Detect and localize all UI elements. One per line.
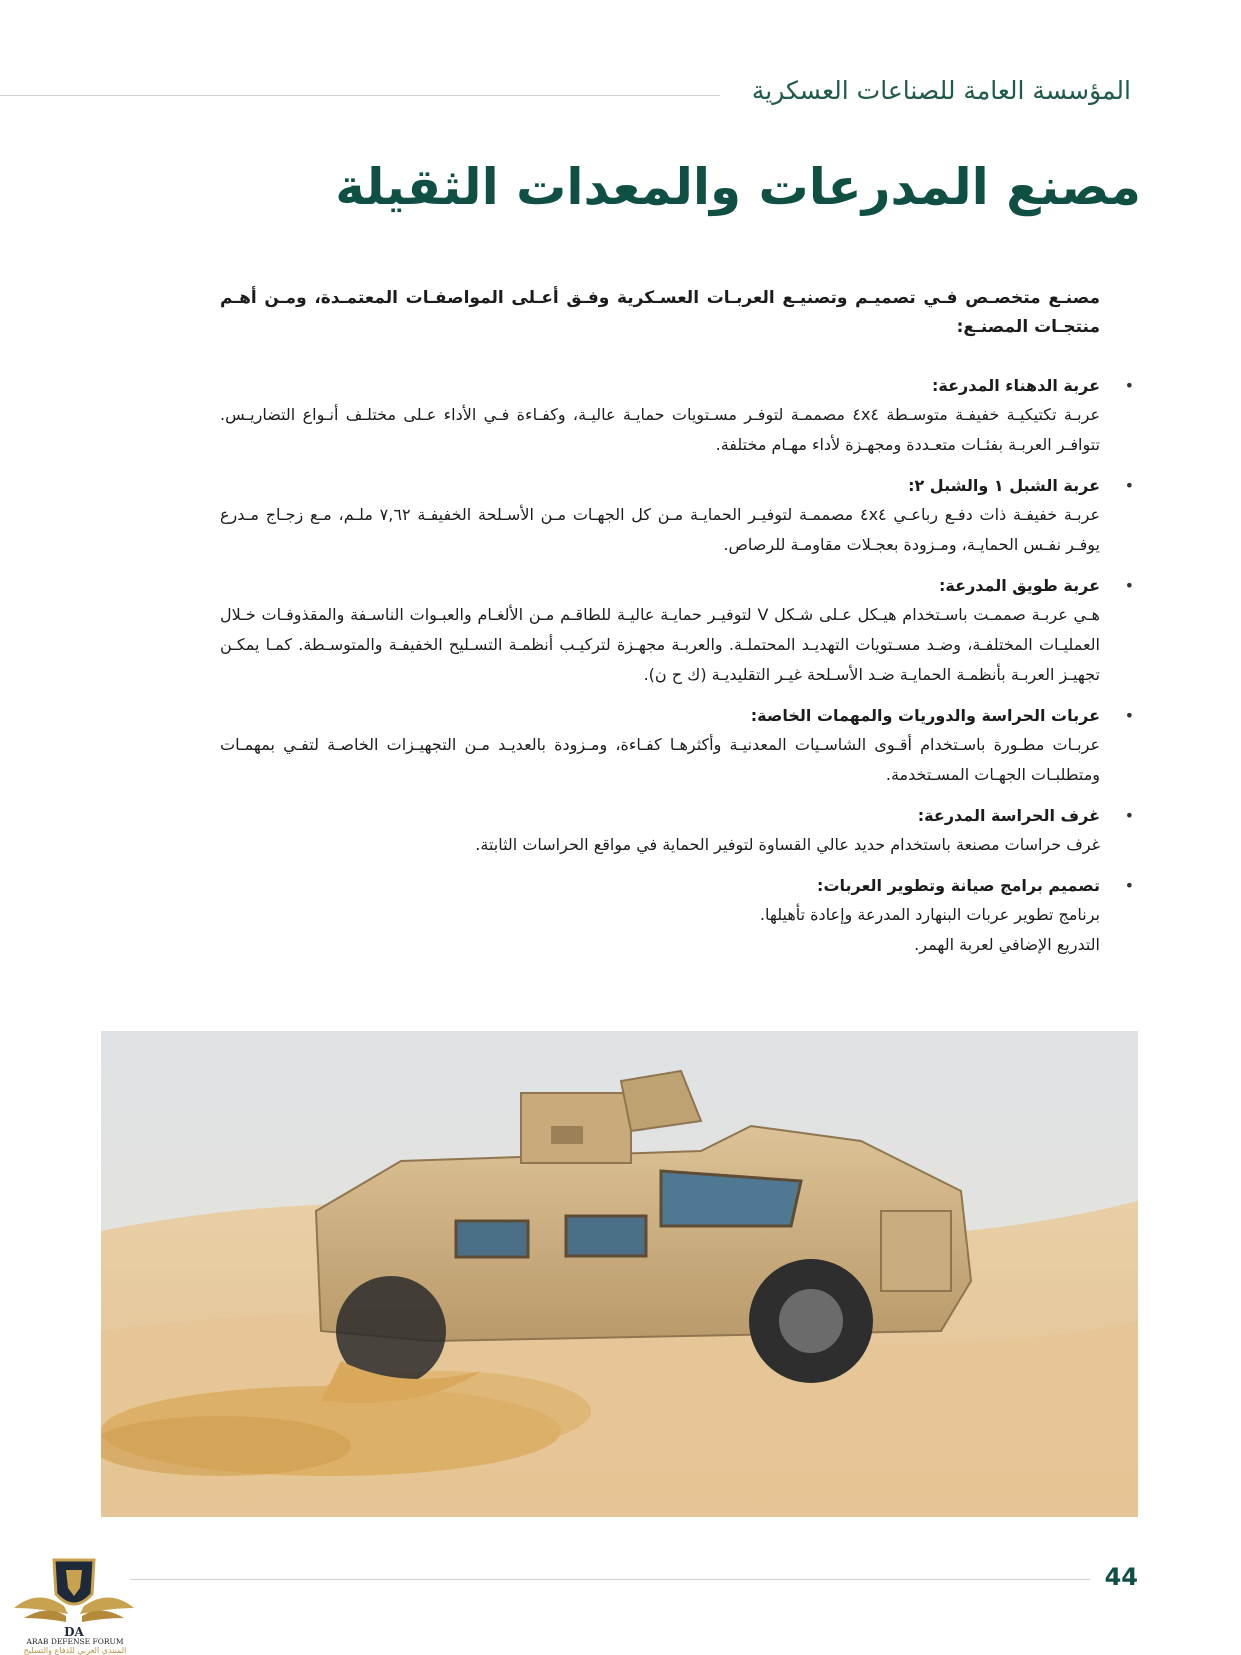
section-body: عربـات مطـورة باسـتخدام أقـوى الشاسـيات المعدنيـة وأكثرهـا كفـاءة، ومـزودة بالعديـد مـن التجهيـزات الخاصـة لتفـي بمهمـات ومتطلبـات الجهـات المسـتخدمة.	[220, 735, 1100, 784]
bullet-icon: •	[1124, 876, 1134, 895]
section-body: عربـة خفيفـة ذات دفـع رباعـي ٤x٤ مصممـة لتوفيـر الحمايـة مـن كل الجهـات مـن الأسـلحة الخفيفـة ٧,٦٢ ملـم، مـع زجـاج مـدرع يوفـر نفـس الحمايـة، ومـزودة بعجـلات مقاومـة للرصاص.	[220, 505, 1100, 554]
bullet-icon: •	[1124, 476, 1134, 495]
intro-paragraph: مصنـع متخصـص فـي تصميـم وتصنيـع العربـات العسـكرية وفـق أعـلى المواصفـات المعتمـدة، ومـن أهـم منتجـات المصنـع:	[220, 288, 1100, 337]
section-body: هـي عربـة صممـت باسـتخدام هيـكل عـلى شـكل V لتوفيـر حمايـة عاليـة للطاقـم مـن الألغـام والعبـوات الناسـفة والمقذوفـات خـلال العمليـات المختلفـة، وضـد مسـتويات التهديـد المحتملـة. والعربـة مجهـزة لتركيـب أنظمـة التسـليح الخفيفـة والمتوسـطة. كمـا يمكـن تجهيـز العربـة بأنظمـة الحمايـة ضـد الأسـلحة غيـر التقليديـة (ك ح ن).	[220, 605, 1100, 684]
bullet-icon: •	[1124, 576, 1134, 595]
page-number: 44	[1104, 1563, 1138, 1591]
list-item	[220, 802, 1134, 860]
bullet-icon: •	[1124, 706, 1134, 725]
section-title: عربة الدهناء المدرعة:	[932, 376, 1100, 395]
section-title: تصميم برامج صيانة وتطوير العربات:	[817, 876, 1100, 895]
desert-vehicle-illustration	[101, 1031, 1138, 1517]
header-divider	[0, 95, 720, 96]
section-body: برنامج تطوير عربات البنهارد المدرعة وإعادة تأهيلها.	[759, 905, 1100, 924]
section-title: عربات الحراسة والدوريات والمهمات الخاصة:	[750, 706, 1100, 725]
bullet-icon: •	[1124, 806, 1134, 825]
logo-text-arabic: المنتدى العربي للدفاع والتسليح	[23, 1646, 127, 1655]
list-item	[220, 472, 1134, 560]
bullet-icon: •	[1124, 376, 1134, 395]
page-title: مصنع المدرعات والمعدات الثقيلة	[335, 158, 1141, 216]
section-title: غرف الحراسة المدرعة:	[917, 806, 1100, 825]
list-item	[220, 572, 1134, 690]
armored-vehicle-photo	[101, 1031, 1138, 1517]
product-list	[220, 372, 1134, 972]
section-body: غرف حراسات مصنعة باستخدام حديد عالي القساوة لتوفير الحماية في مواقع الحراسات الثابتة.	[475, 835, 1100, 854]
section-title: عربة طويق المدرعة:	[939, 576, 1100, 595]
section-body-line-2: التدريع الإضافي لعربة الهمر.	[914, 935, 1100, 954]
org-name: المؤسسة العامة للصناعات العسكرية	[751, 76, 1131, 105]
list-item	[220, 372, 1134, 460]
list-item	[220, 872, 1134, 960]
footer-divider	[130, 1579, 1090, 1580]
logo-text-english: ARAB DEFENSE FORUM	[26, 1637, 124, 1646]
section-body: عربـة تكتيكيـة خفيفـة متوسـطة ٤x٤ مصممـة لتوفـر مسـتويات حمايـة عاليـة، وكفـاءة فـي الأداء عـلى مختلـف أنـواع التضاريـس. تتوافـر العربـة بفئـات متعـددة ومجهـزة لأداء مهـام مختلفة.	[220, 405, 1101, 454]
section-title: عربة الشبل ١ والشبل ٢:	[908, 476, 1100, 495]
list-item	[220, 702, 1134, 790]
logo-mark: DA	[64, 1625, 84, 1638]
